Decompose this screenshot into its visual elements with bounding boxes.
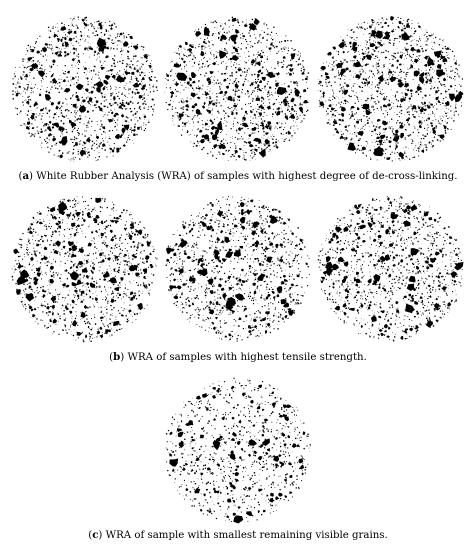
wra-sample-image <box>163 374 311 524</box>
panel-b-caption: (b) WRA of samples with highest tensile strength. <box>109 351 367 363</box>
wra-sample-image <box>10 193 158 343</box>
wra-sample-image <box>163 14 311 164</box>
wra-sample-image <box>316 14 464 164</box>
caption-text: WRA of samples with highest tensile strength. <box>124 352 367 363</box>
panel-label: c <box>92 529 99 541</box>
caption-text: White Rubber Analysis (WRA) of samples with highest degree of de-cross-linking. <box>33 171 458 182</box>
wra-sample-image <box>163 193 311 343</box>
caption-text: WRA of sample with smallest remaining visible grains. <box>102 530 388 541</box>
wra-sample-image <box>316 193 464 343</box>
panel-c-caption: (c) WRA of sample with smallest remaining visible grains. <box>88 529 388 541</box>
wra-sample-image <box>10 14 158 164</box>
panel-label: b <box>113 351 121 363</box>
panel-a-caption: (a) White Rubber Analysis (WRA) of samples with highest degree of de-cross-linking. <box>18 170 458 182</box>
panel-label: a <box>22 170 30 182</box>
